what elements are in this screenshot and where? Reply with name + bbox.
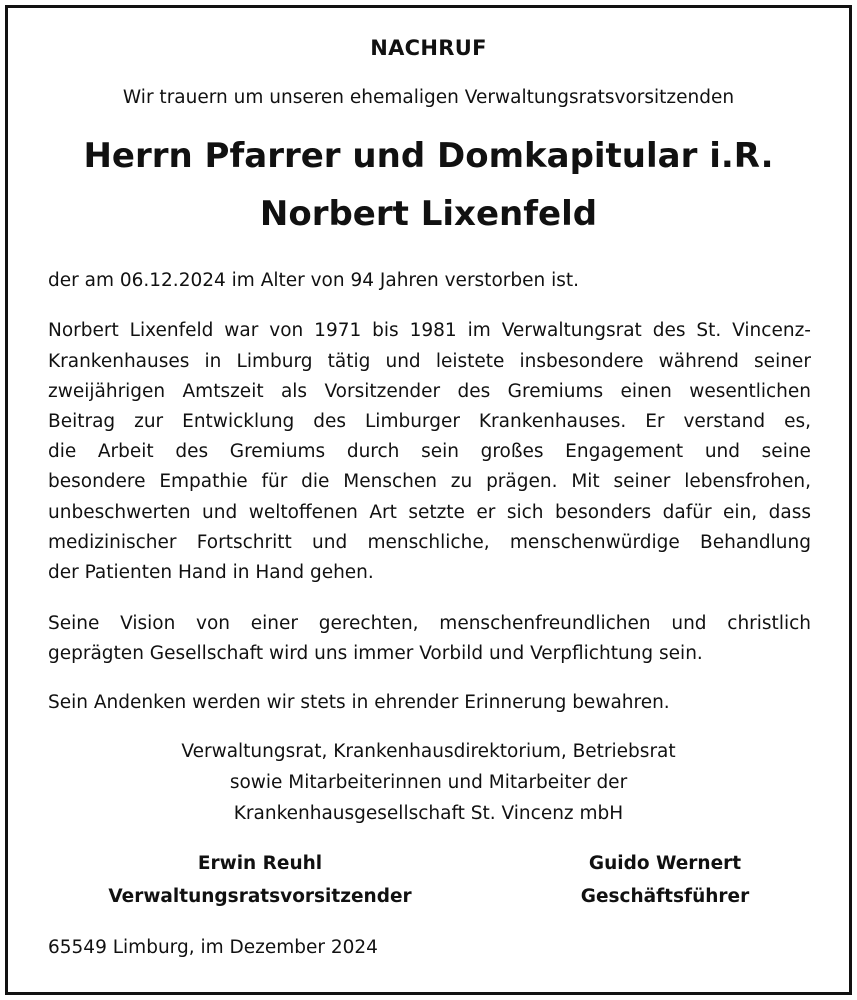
word: weltoffenen xyxy=(248,502,358,523)
word: zur xyxy=(134,411,164,432)
word: christlich xyxy=(727,613,811,634)
word: in xyxy=(204,351,222,372)
word: durch xyxy=(346,441,400,462)
word: einer xyxy=(250,613,298,634)
word: für xyxy=(261,471,288,492)
word: Behandlung xyxy=(700,532,811,553)
word: ein, xyxy=(723,502,758,523)
word: lebensfrohen, xyxy=(684,471,811,492)
word: des xyxy=(313,411,347,432)
word: Gremiums xyxy=(229,441,326,462)
word: sein xyxy=(421,441,459,462)
word: von xyxy=(196,613,231,634)
word: Seine xyxy=(48,613,100,634)
word: bis xyxy=(372,320,399,341)
deceased-title: Herrn Pfarrer und Domkapitular i.R. xyxy=(83,136,774,176)
paragraph-remembrance: Sein Andenken werden wir stets in ehrender Erinnerung bewahren. xyxy=(48,692,670,713)
word: dafür xyxy=(662,502,712,523)
word: und xyxy=(312,532,348,553)
word: 1981 xyxy=(409,320,457,341)
word: Amtszeit xyxy=(182,381,264,402)
word: Menschen xyxy=(343,471,437,492)
word: Norbert xyxy=(48,320,119,341)
word: die xyxy=(301,471,330,492)
word: des xyxy=(457,381,491,402)
notice-heading: NACHRUF xyxy=(370,36,487,60)
word: 1971 xyxy=(314,320,362,341)
word: des xyxy=(652,320,686,341)
word: Entwicklung xyxy=(182,411,295,432)
word: und xyxy=(704,441,741,462)
word: Limburg xyxy=(236,351,313,372)
signatory-left-name: Erwin Reuhl xyxy=(197,853,323,874)
word: Fortschritt xyxy=(196,532,292,553)
death-notice: der am 06.12.2024 im Alter von 94 Jahren verstorben ist. xyxy=(48,270,580,291)
sender-line: Krankenhausgesellschaft St. Vincenz mbH xyxy=(233,803,624,824)
deceased-name: Norbert Lixenfeld xyxy=(259,194,598,234)
paragraph-line xyxy=(48,411,811,432)
word: insbesondere xyxy=(519,351,644,372)
word: menschliche, xyxy=(367,532,490,553)
paragraph-line xyxy=(48,471,811,492)
word: zweijährigen xyxy=(48,381,166,402)
word: leistete xyxy=(435,351,505,372)
word: wesentlichen xyxy=(689,381,811,402)
word: und xyxy=(385,351,421,372)
word: Krankenhauses. xyxy=(478,411,627,432)
word: menschenwürdige xyxy=(509,532,680,553)
word: verstand xyxy=(683,411,766,432)
word: großes xyxy=(480,441,544,462)
intro-line: Wir trauern um unseren ehemaligen Verwaltungsratsvorsitzenden xyxy=(122,87,735,108)
word: die xyxy=(48,441,77,462)
word: Art xyxy=(369,502,397,523)
word: er xyxy=(476,502,496,523)
word: seiner xyxy=(613,471,671,492)
word: Arbeit xyxy=(97,441,154,462)
word: menschenfreundlichen xyxy=(439,613,651,634)
paragraph-line xyxy=(48,613,811,634)
word: unbeschwerten xyxy=(48,502,191,523)
word: Limburger xyxy=(365,411,460,432)
paragraph-line: der Patienten Hand in Hand gehen. xyxy=(48,562,374,583)
word: während xyxy=(658,351,739,372)
word: war xyxy=(224,320,259,341)
signatory-right-role: Geschäftsführer xyxy=(580,886,750,907)
word: im xyxy=(467,320,491,341)
paragraph-line xyxy=(48,351,811,372)
signatory-left-role: Verwaltungsratsvorsitzender xyxy=(108,886,412,907)
word: gerechten, xyxy=(318,613,419,634)
word: besonders xyxy=(554,502,652,523)
word: einen xyxy=(620,381,672,402)
word: besondere xyxy=(48,471,146,492)
word: tätig xyxy=(327,351,371,372)
word: Vincenz- xyxy=(732,320,811,341)
word: seiner xyxy=(754,351,811,372)
word: von xyxy=(269,320,304,341)
word: seine xyxy=(761,441,811,462)
word: als xyxy=(280,381,308,402)
signatory-right-name: Guido Wernert xyxy=(588,853,742,874)
paragraph-line xyxy=(48,381,811,402)
word: dass xyxy=(768,502,811,523)
paragraph-line xyxy=(48,320,811,341)
word: Lixenfeld xyxy=(129,320,214,341)
word: es, xyxy=(784,411,811,432)
word: sich xyxy=(506,502,544,523)
paragraph-line xyxy=(48,502,811,523)
word: medizinischer xyxy=(48,532,177,553)
paragraph-line xyxy=(48,441,811,462)
word: Vorsitzender xyxy=(324,381,441,402)
word: Krankenhauses xyxy=(48,351,190,372)
word: Mit xyxy=(571,471,600,492)
paragraph-line xyxy=(48,532,811,553)
paragraph-line: geprägten Gesellschaft wird uns immer Vorbild und Verpflichtung sein. xyxy=(48,643,703,664)
word: und xyxy=(202,502,238,523)
word: zu xyxy=(450,471,473,492)
word: Er xyxy=(645,411,665,432)
word: Beitrag xyxy=(48,411,116,432)
word: und xyxy=(671,613,707,634)
word: Engagement xyxy=(565,441,684,462)
word: Vision xyxy=(120,613,176,634)
word: Verwaltungsrat xyxy=(501,320,642,341)
place-date: 65549 Limburg, im Dezember 2024 xyxy=(48,937,378,958)
word: setzte xyxy=(408,502,465,523)
word: prägen. xyxy=(486,471,558,492)
sender-line: sowie Mitarbeiterinnen und Mitarbeiter der xyxy=(229,772,628,793)
word: Empathie xyxy=(159,471,248,492)
sender-line: Verwaltungsrat, Krankenhausdirektorium, Betriebsrat xyxy=(181,741,676,762)
word: Gremiums xyxy=(507,381,604,402)
word: des xyxy=(175,441,209,462)
word: St. xyxy=(696,320,722,341)
